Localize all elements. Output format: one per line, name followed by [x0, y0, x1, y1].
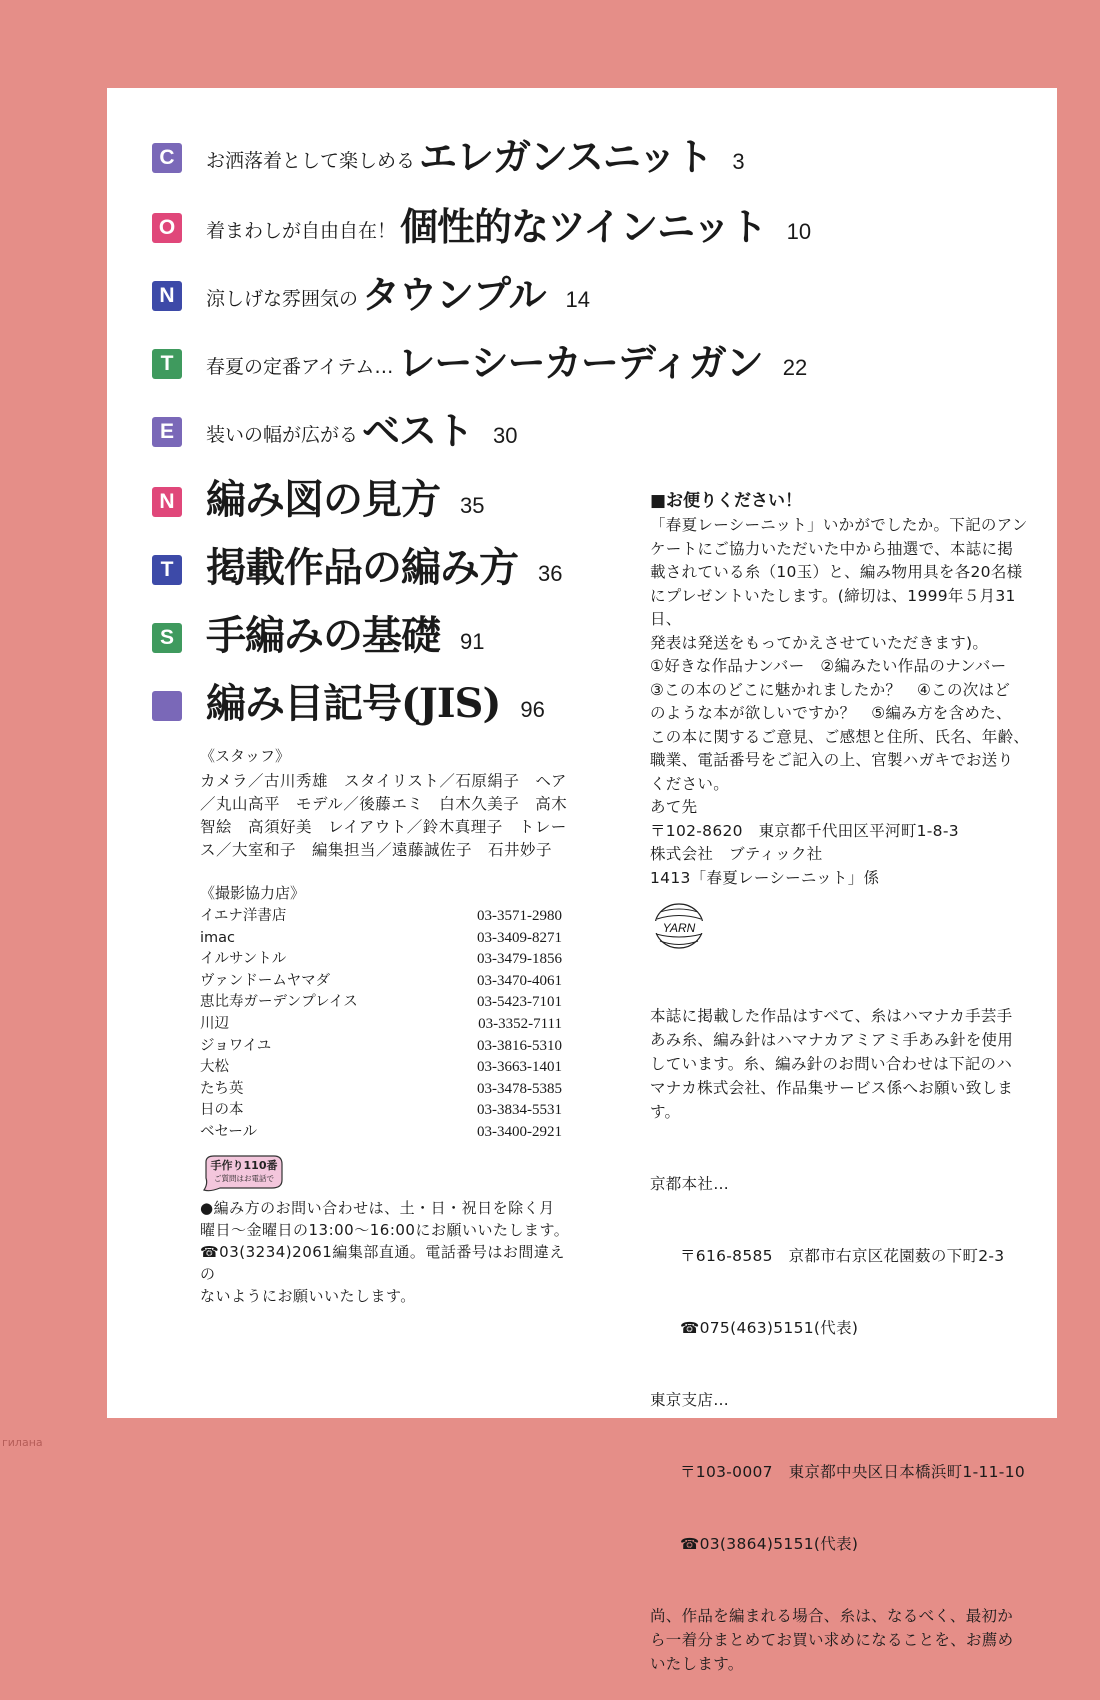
toc-page: 36 — [538, 561, 563, 586]
shop-name: ベセール — [200, 1123, 258, 1140]
phone-badge-line1: 手作り110番 — [210, 1159, 278, 1172]
shop-tel: 03-5423-7101 — [477, 994, 562, 1011]
shop-name: 川辺 — [200, 1015, 229, 1032]
list-item — [200, 1100, 562, 1122]
watermark: гилана — [2, 1436, 43, 1449]
shop-tel: 03-3409-8271 — [477, 929, 562, 946]
tokyo-phone: ☎03(3864)5151(代表) — [680, 1535, 859, 1553]
list-item — [200, 992, 562, 1014]
yarn-info — [650, 956, 1030, 1700]
toc-badge: T — [152, 555, 182, 585]
phone-icon — [200, 1154, 286, 1194]
list-item — [200, 971, 562, 993]
toc-subtitle: 涼しげな雰囲気の — [206, 288, 359, 310]
toc-item-vest[interactable] — [152, 400, 518, 455]
toc-item-basics[interactable] — [152, 604, 484, 661]
list-item — [200, 906, 562, 928]
yarn-closing: 尚、作品を編まれる場合、糸は、なるべく、最初か ら一着分まとめてお買い求めになることを、お薦め いたします。 — [650, 1607, 1014, 1673]
toc-item-patterns[interactable] — [152, 536, 562, 593]
toc-badge: T — [152, 349, 182, 379]
yarn-logo-text: YARN — [662, 921, 696, 935]
list-item — [200, 949, 562, 971]
shop-tel: 03-3816-5310 — [477, 1037, 562, 1054]
shop-name: ヴァンドームヤマダ — [200, 972, 331, 989]
toc-page: 22 — [782, 355, 808, 380]
kyoto-phone: ☎075(463)5151(代表) — [680, 1319, 859, 1337]
list-item — [200, 928, 562, 950]
toc-page: 3 — [732, 149, 745, 174]
shop-tel: 03-3571-2980 — [477, 908, 562, 924]
yarn-logo-icon — [650, 902, 708, 952]
shops-heading: 《撮影協力店》 — [200, 884, 306, 902]
list-item — [200, 1036, 562, 1058]
letter-heading: ■お便りください！ — [650, 491, 803, 511]
toc-badge: N — [152, 281, 182, 311]
list-item — [200, 1014, 562, 1036]
toc-page: 91 — [460, 629, 485, 654]
toc-page: 30 — [493, 423, 518, 448]
kyoto-address: 〒616-8585 京都市右京区花園薮の下町2-3 — [680, 1247, 1005, 1265]
toc-badge: E — [152, 417, 182, 447]
list-item — [200, 1122, 562, 1144]
toc-item-twin-knit[interactable] — [152, 196, 811, 251]
inquiry-notice: ●編み方のお問い合わせは、土・日・祝日を除く月 曜日～金曜日の13:00～16:00にお願いいたします。 ☎03(3234)2061編集部直通。電話番号はお間違えの ないようにお願いいたします。 — [200, 1199, 570, 1305]
shop-name: imac — [200, 929, 236, 946]
toc-item-how-to-read-charts[interactable] — [152, 468, 484, 525]
tokyo-label: 東京支店… — [650, 1391, 730, 1409]
toc-title: レーシーカーディガン — [397, 341, 763, 385]
toc-badge: N — [152, 487, 182, 517]
toc-page: 10 — [786, 219, 812, 244]
toc-title: 編み目記号(JIS) — [206, 680, 501, 727]
toc-title: 掲載作品の編み方 — [206, 544, 518, 591]
toc-badge: O — [152, 213, 182, 243]
shop-name: 恵比寿ガーデンプレイス — [200, 994, 358, 1011]
toc-item-stitch-symbols[interactable] — [152, 672, 545, 729]
shop-name: イエナ洋書店 — [200, 908, 287, 924]
shop-name: イルサントル — [200, 951, 287, 968]
list-item — [200, 1057, 562, 1079]
toc-item-lacy-cardigan[interactable] — [152, 332, 807, 387]
toc-page: 35 — [460, 493, 485, 518]
yarn-intro: 本誌に掲載した作品はすべて、糸はハマナカ手芸手 あみ糸、編み針はハマナカアミアミ手あみ針を使用 しています。糸、編み針のお問い合わせは下記のハ マナカ株式会社、作品集サービス係へお願い致しま す。 — [650, 1007, 1014, 1121]
toc-subtitle: 春夏の定番アイテム… — [206, 356, 394, 378]
shop-tel: 03-3663-1401 — [477, 1059, 562, 1076]
tokyo-address: 〒103-0007 東京都中央区日本橋浜町1-11-10 — [680, 1463, 1026, 1481]
toc-badge — [152, 691, 182, 721]
toc-subtitle: 装いの幅が広がる — [206, 424, 359, 446]
shop-tel: 03-3400-2921 — [477, 1123, 562, 1140]
toc-title: 手編みの基礎 — [206, 612, 440, 659]
staff-heading: 《スタッフ》 — [200, 747, 291, 765]
toc-subtitle: 着まわしが自由自在！ — [206, 220, 397, 242]
shop-tel: 03-3470-4061 — [477, 972, 562, 989]
list-item — [200, 1079, 562, 1101]
shop-name: 日の本 — [200, 1102, 244, 1119]
toc-item-town-pull[interactable] — [152, 264, 590, 319]
shop-name: 大松 — [200, 1059, 229, 1076]
toc-title: エレガンスニット — [419, 135, 713, 179]
letter-body: 「春夏レーシーニット」いかがでしたか。下記のアン ケートにご協力いただいた中から抽選で、本誌に掲 載されている糸（10玉）と、編み物用具を各20名様 にプレゼントいたします。(締切は、1999年５月31日、 発表は発送をもってかえさせていただきます)。 ①好きな作品ナンバー ②編みたい作品のナンバー ③この本のどこに魅かれましたか？ ④この次はど のような本が欲しいですか？ ⑤編み方を含めた、 この本に関するご意見、ご感想と住所、氏名、年齢、 職業、電話番号をご記入の上、官製ハガキでお送り ください。 あて先 〒102-8620 東京都千代田区平河町1-8-3 株式会社 ブティック社 1413「春夏レーシーニット」係 — [650, 516, 1030, 887]
phone-badge-line2: ご質問はお電話で — [214, 1174, 274, 1183]
toc-title: ベスト — [362, 409, 474, 453]
toc-item-elegance-knit[interactable] — [152, 126, 745, 181]
toc-page: 14 — [565, 287, 590, 312]
shop-name: ジョワイユ — [200, 1037, 272, 1054]
toc-page: 96 — [520, 697, 545, 722]
shop-tel: 03-3352-7111 — [478, 1015, 562, 1032]
toc-badge: C — [152, 143, 182, 173]
shop-tel: 03-3834-5531 — [477, 1102, 562, 1119]
toc-title: 編み図の見方 — [206, 476, 440, 523]
shop-tel: 03-3478-5385 — [477, 1080, 562, 1097]
staff-credits: カメラ／古川秀雄 スタイリスト／石原絹子 ヘア ／丸山高平 モデル／後藤エミ 白木久美子 高木 智絵 高須好美 レイアウト／鈴木真理子 トレー ス／大室和子 編集担当／遠藤誠佐子 石井妙子 — [200, 772, 568, 859]
toc-badge: S — [152, 623, 182, 653]
shop-name: たち英 — [200, 1080, 244, 1097]
shops-list — [200, 906, 562, 1144]
toc-title: 個性的なツインニット — [400, 205, 767, 249]
kyoto-label: 京都本社… — [650, 1175, 730, 1193]
toc-subtitle: お洒落着として楽しめる — [206, 150, 416, 172]
toc-title: タウンプル — [362, 273, 546, 317]
shop-tel: 03-3479-1856 — [477, 951, 562, 968]
